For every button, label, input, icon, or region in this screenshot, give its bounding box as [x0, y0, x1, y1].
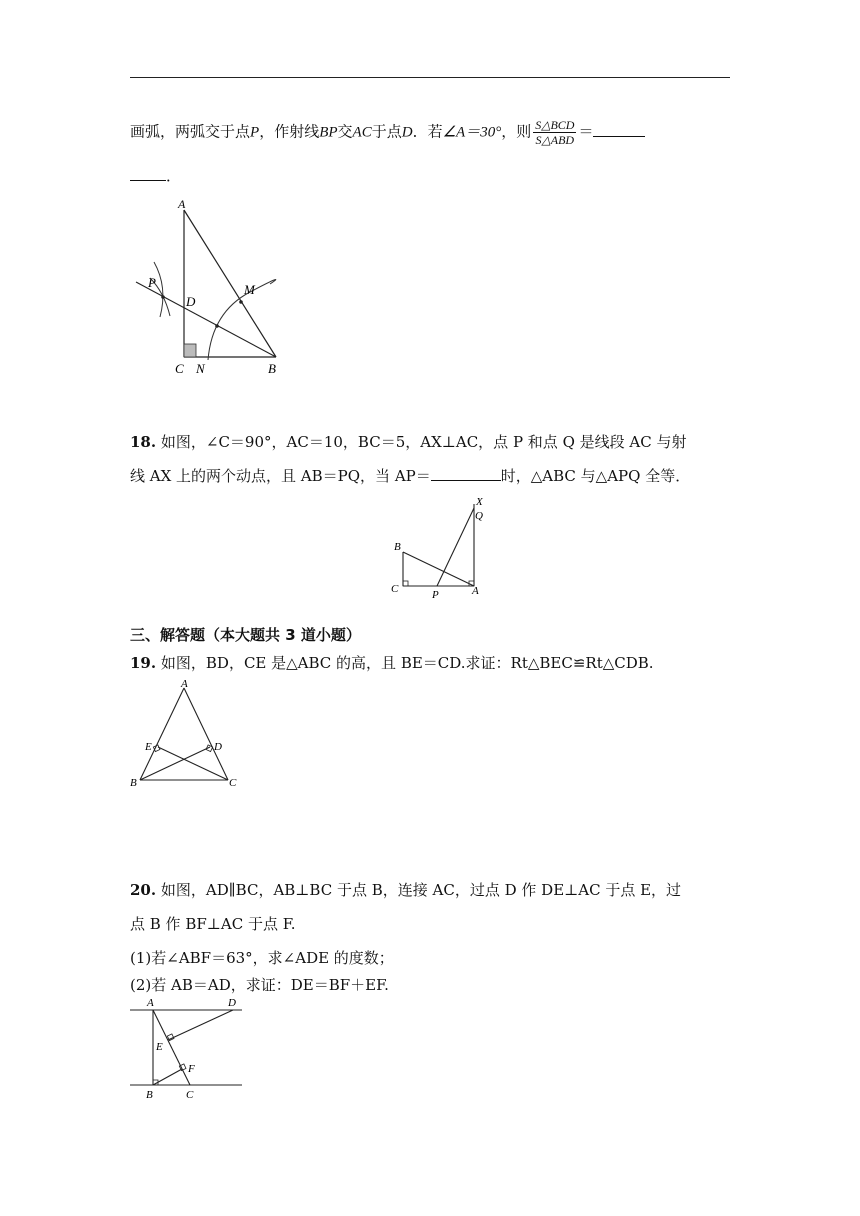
q20-label-e: E	[156, 1041, 163, 1053]
q18-label-c: C	[391, 583, 399, 595]
q17-text-line2: ．	[130, 166, 181, 186]
q17-figure	[130, 192, 290, 382]
q19-label-b: B	[130, 777, 137, 789]
q19-label-a: A	[181, 678, 188, 690]
q18-label-a: A	[472, 585, 479, 597]
q19-figure	[128, 676, 240, 792]
header-rule	[130, 77, 730, 78]
q17-label-d: D	[186, 294, 196, 309]
q18-label-p: P	[432, 589, 439, 601]
q18-text-line2: 线 AX 上的两个动点，且 AB＝PQ，当 AP＝ 时，△ABC 与△APQ 全等．	[130, 467, 691, 485]
q19-label-d: D	[214, 741, 222, 753]
q18-text-line1: 18. 如图，∠C＝90°，AC＝10，BC＝5，AX⊥AC，点 P 和点 Q 是线段 AC 与射	[130, 433, 687, 451]
q17-label-b: B	[268, 361, 276, 376]
q20-label-b: B	[146, 1089, 153, 1101]
q18-label-q: Q	[475, 510, 483, 522]
q20-figure	[128, 994, 244, 1104]
q20-label-f: F	[188, 1063, 195, 1075]
q19-text: 19. 如图，BD，CE 是△ABC 的高，且 BE＝CD.求证：Rt△BEC≌Rt△CDB.	[130, 654, 654, 672]
q20-label-d: D	[228, 997, 236, 1009]
q17-label-a: A	[178, 197, 186, 211]
q17-label-p: P	[148, 275, 156, 290]
q20-label-a: A	[147, 997, 154, 1009]
q17-text-line1: 画弧，两弧交于点P，作射线BP交AC于点D．若∠A＝30°，则 $\frac{\text{S△BCD}}{\text{S△ABD}}$ ＝	[130, 118, 645, 147]
q18-figure	[386, 494, 496, 602]
q18-answer-blank[interactable]	[431, 480, 501, 481]
q17-label-n: N	[196, 361, 205, 376]
q17-answer-blank-cont[interactable]	[130, 180, 166, 181]
q19-label-e: E	[145, 741, 152, 753]
q20-part2: (2)若 AB＝AD，求证：DE＝BF＋EF.	[130, 976, 389, 994]
q19-label-c: C	[229, 777, 237, 789]
q18-label-x: X	[476, 496, 483, 508]
section-3-title: 三、解答题（本大题共 3 道小题）	[130, 626, 361, 644]
q17-answer-blank[interactable]	[593, 136, 645, 137]
q18-label-b: B	[394, 541, 401, 553]
q20-text-line2: 点 B 作 BF⊥AC 于点 F.	[130, 915, 296, 933]
q20-part1: (1)若∠ABF＝63°，求∠ADE 的度数；	[130, 949, 394, 967]
q17-label-m: M	[244, 282, 255, 297]
q17-label-c: C	[175, 361, 184, 376]
q20-text-line1: 20. 如图，AD∥BC，AB⊥BC 于点 B，连接 AC，过点 D 作 DE⊥AC 于点 E，过	[130, 881, 682, 899]
q17-fraction: $\frac{\text{S△BCD}}{\text{S△ABD}}$	[535, 118, 575, 147]
q20-label-c: C	[186, 1089, 194, 1101]
